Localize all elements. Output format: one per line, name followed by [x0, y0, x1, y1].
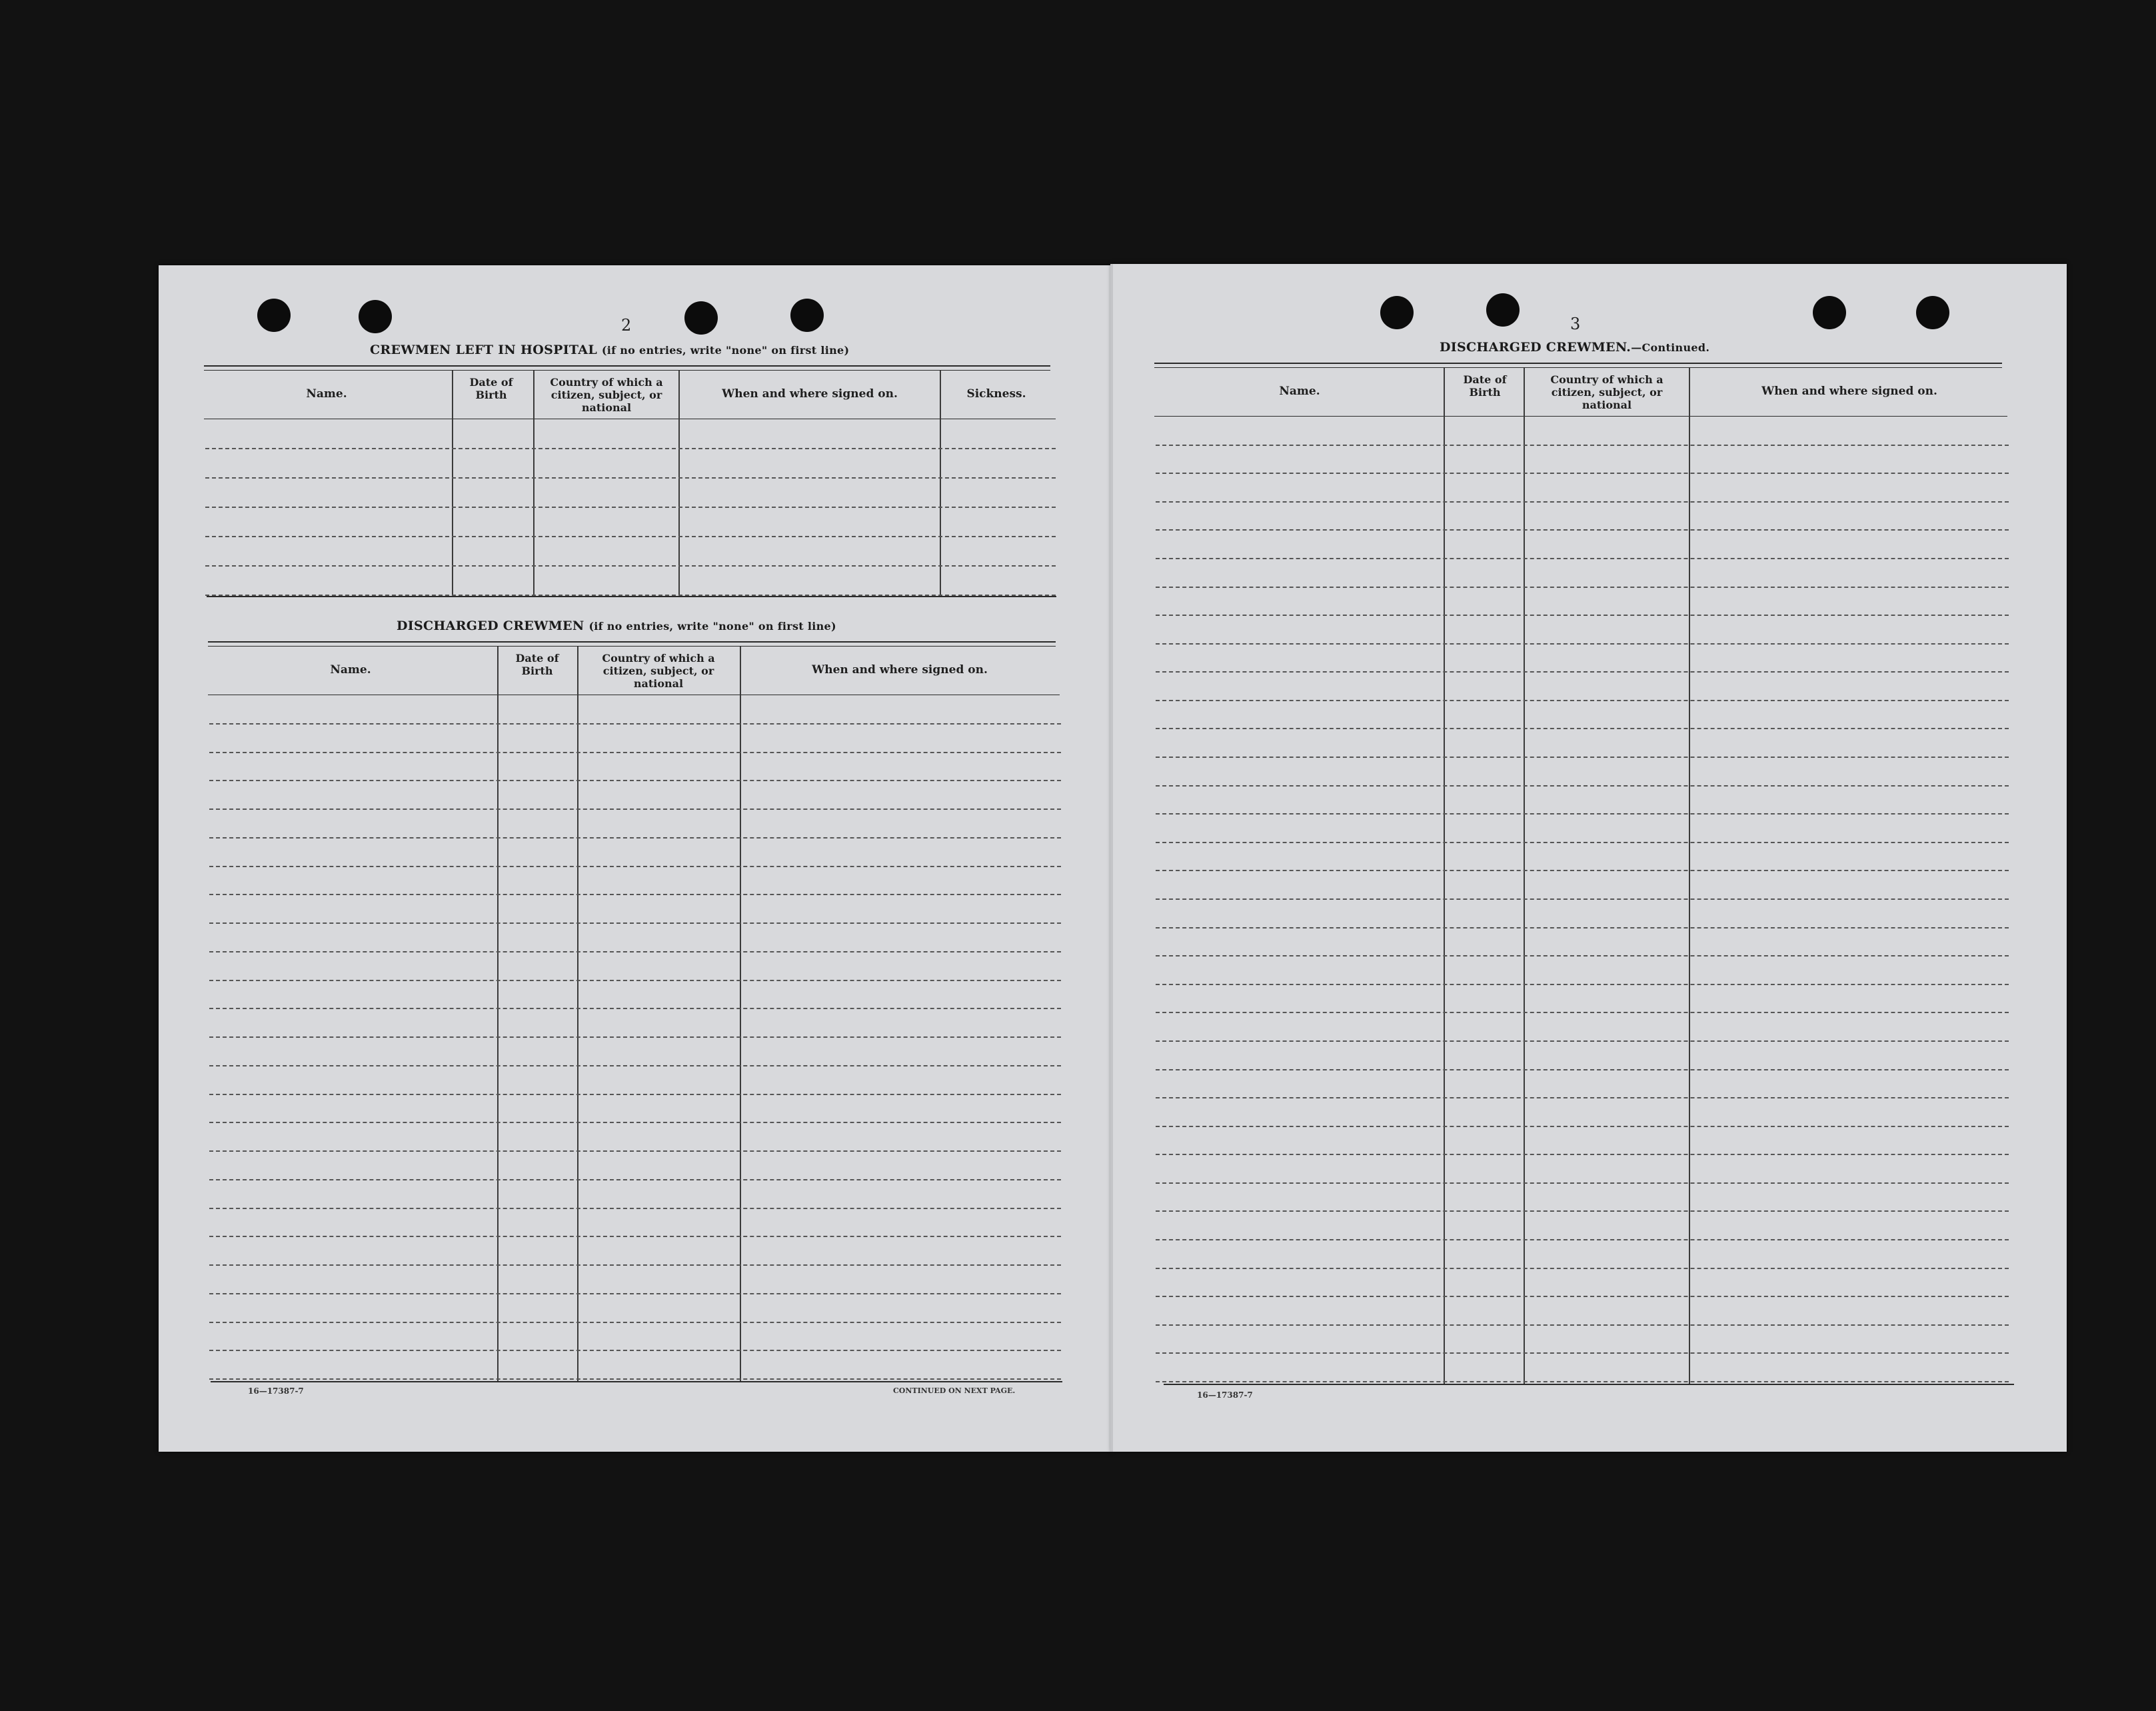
entry-line — [1156, 1239, 2009, 1240]
entry-line — [209, 1208, 1061, 1209]
entry-line — [209, 1036, 1061, 1038]
hospital-col-country: Country of which a citizen, subject, or national — [550, 376, 663, 414]
entry-line — [1156, 1154, 2009, 1155]
entry-line — [209, 752, 1061, 753]
discharged-col-divider — [577, 647, 578, 1381]
entry-line — [209, 1150, 1061, 1152]
entry-line — [1156, 927, 2009, 928]
center-fold — [1110, 264, 1113, 1452]
entry-line — [209, 1179, 1061, 1180]
entry-line — [1156, 529, 2009, 531]
entry-line — [205, 536, 1056, 537]
discharged-col-country: Country of which a citizen, subject, or national — [602, 652, 715, 690]
punch-hole — [257, 299, 291, 332]
entry-line — [209, 1008, 1061, 1009]
entry-line — [1156, 643, 2009, 645]
entry-line — [1156, 615, 2009, 616]
entry-line — [209, 1350, 1061, 1351]
entry-line — [1156, 813, 2009, 815]
hospital-col-divider — [940, 371, 941, 596]
punch-hole — [1916, 296, 1949, 329]
entry-line — [1156, 473, 2009, 474]
hospital-col-signed: When and where signed on. — [722, 387, 898, 401]
entry-line — [1156, 700, 2009, 701]
entry-line — [209, 809, 1061, 810]
punch-hole — [1813, 296, 1846, 329]
page-number-left: 2 — [621, 316, 632, 335]
entry-line — [209, 1236, 1061, 1237]
entry-line — [209, 980, 1061, 981]
right-title-suffix: —Continued. — [1631, 341, 1710, 354]
form-number-right: 16—17387-7 — [1197, 1390, 1253, 1400]
right-top-rule-2 — [1154, 367, 2002, 368]
entry-line — [209, 922, 1061, 924]
entry-line — [209, 1094, 1061, 1095]
entry-line — [1156, 1012, 2009, 1013]
right-bottom-rule — [1164, 1384, 2014, 1385]
hospital-col-divider — [452, 371, 453, 596]
hospital-col-sickness: Sickness. — [966, 387, 1026, 401]
entry-line — [209, 1264, 1061, 1266]
discharged-bottom-rule — [211, 1381, 1062, 1382]
punch-hole — [790, 299, 824, 332]
discharged-top-rule — [208, 641, 1056, 643]
entry-line — [1156, 1352, 2009, 1354]
continued-note: CONTINUED ON NEXT PAGE. — [893, 1386, 1016, 1395]
entry-line — [209, 894, 1061, 895]
entry-line — [1156, 728, 2009, 729]
entry-line — [1156, 842, 2009, 843]
entry-line — [205, 507, 1056, 508]
punch-hole — [359, 300, 392, 333]
entry-line — [1156, 1324, 2009, 1326]
discharged-col-divider — [740, 647, 741, 1381]
right-col-dob: Date of Birth — [1463, 373, 1507, 399]
right-col-divider — [1524, 368, 1525, 1385]
discharged-col-divider — [497, 647, 499, 1381]
entry-line — [209, 1065, 1061, 1066]
entry-line — [1156, 558, 2009, 559]
right-col-country: Country of which a citizen, subject, or national — [1550, 373, 1663, 411]
entry-line — [1156, 1126, 2009, 1127]
entry-line — [205, 565, 1056, 567]
entry-line — [1156, 445, 2009, 446]
entry-line — [1156, 1210, 2009, 1212]
right-col-divider — [1689, 368, 1690, 1385]
punch-hole — [1380, 296, 1414, 329]
entry-line — [1156, 1381, 2009, 1382]
entry-line — [209, 951, 1061, 952]
entry-line — [1156, 1296, 2009, 1297]
entry-line — [209, 723, 1061, 725]
hospital-col-divider — [678, 371, 680, 596]
hospital-col-divider — [533, 371, 535, 596]
entry-line — [205, 448, 1056, 449]
form-number-left: 16—17387-7 — [248, 1386, 304, 1396]
entry-line — [209, 1322, 1061, 1323]
right-header-rule — [1154, 416, 2007, 417]
entry-line — [1156, 785, 2009, 787]
entry-line — [209, 780, 1061, 781]
discharged-title-text: DISCHARGED CREWMEN — [397, 619, 584, 633]
entry-line — [1156, 955, 2009, 956]
discharged-title-note: (if no entries, write "none" on first line) — [588, 620, 836, 633]
entry-line — [1156, 1268, 2009, 1269]
entry-line — [1156, 1069, 2009, 1070]
right-section-title — [1440, 340, 1709, 355]
left-page — [159, 265, 1112, 1452]
discharged-top-rule-2 — [208, 646, 1056, 647]
right-col-divider — [1444, 368, 1445, 1385]
right-col-signed: When and where signed on. — [1761, 385, 1937, 398]
hospital-top-rule-2 — [204, 370, 1050, 371]
entry-line — [1156, 587, 2009, 588]
right-page — [1112, 264, 2067, 1452]
entry-line — [209, 866, 1061, 867]
hospital-col-name: Name. — [306, 387, 347, 401]
entry-line — [1156, 898, 2009, 900]
entry-line — [1156, 671, 2009, 673]
entry-line — [209, 1122, 1061, 1123]
right-col-name: Name. — [1279, 385, 1320, 398]
discharged-col-name: Name. — [330, 663, 371, 677]
hospital-top-rule — [204, 365, 1050, 367]
entry-line — [209, 837, 1061, 839]
entry-line — [1156, 984, 2009, 985]
right-top-rule — [1154, 363, 2002, 364]
entry-line — [1156, 1182, 2009, 1184]
discharged-section-title — [397, 619, 836, 633]
punch-hole — [684, 301, 718, 335]
hospital-section-title — [370, 343, 849, 357]
hospital-col-dob: Date of Birth — [469, 376, 513, 401]
entry-line — [1156, 757, 2009, 758]
entry-line — [205, 477, 1056, 479]
hospital-title-text: CREWMEN LEFT IN HOSPITAL — [370, 343, 597, 357]
discharged-col-dob: Date of Birth — [515, 652, 559, 677]
hospital-title-note: (if no entries, write "none" on first line) — [601, 344, 850, 357]
discharged-col-signed: When and where signed on. — [812, 663, 988, 677]
right-title-text: DISCHARGED CREWMEN. — [1440, 340, 1631, 355]
entry-line — [1156, 1040, 2009, 1042]
entry-line — [209, 1293, 1061, 1294]
page-number-right: 3 — [1570, 315, 1581, 333]
hospital-bottom-rule — [207, 596, 1056, 597]
entry-line — [209, 1378, 1061, 1380]
entry-line — [1156, 501, 2009, 503]
punch-hole — [1486, 293, 1520, 327]
entry-line — [1156, 870, 2009, 871]
entry-line — [1156, 1097, 2009, 1098]
